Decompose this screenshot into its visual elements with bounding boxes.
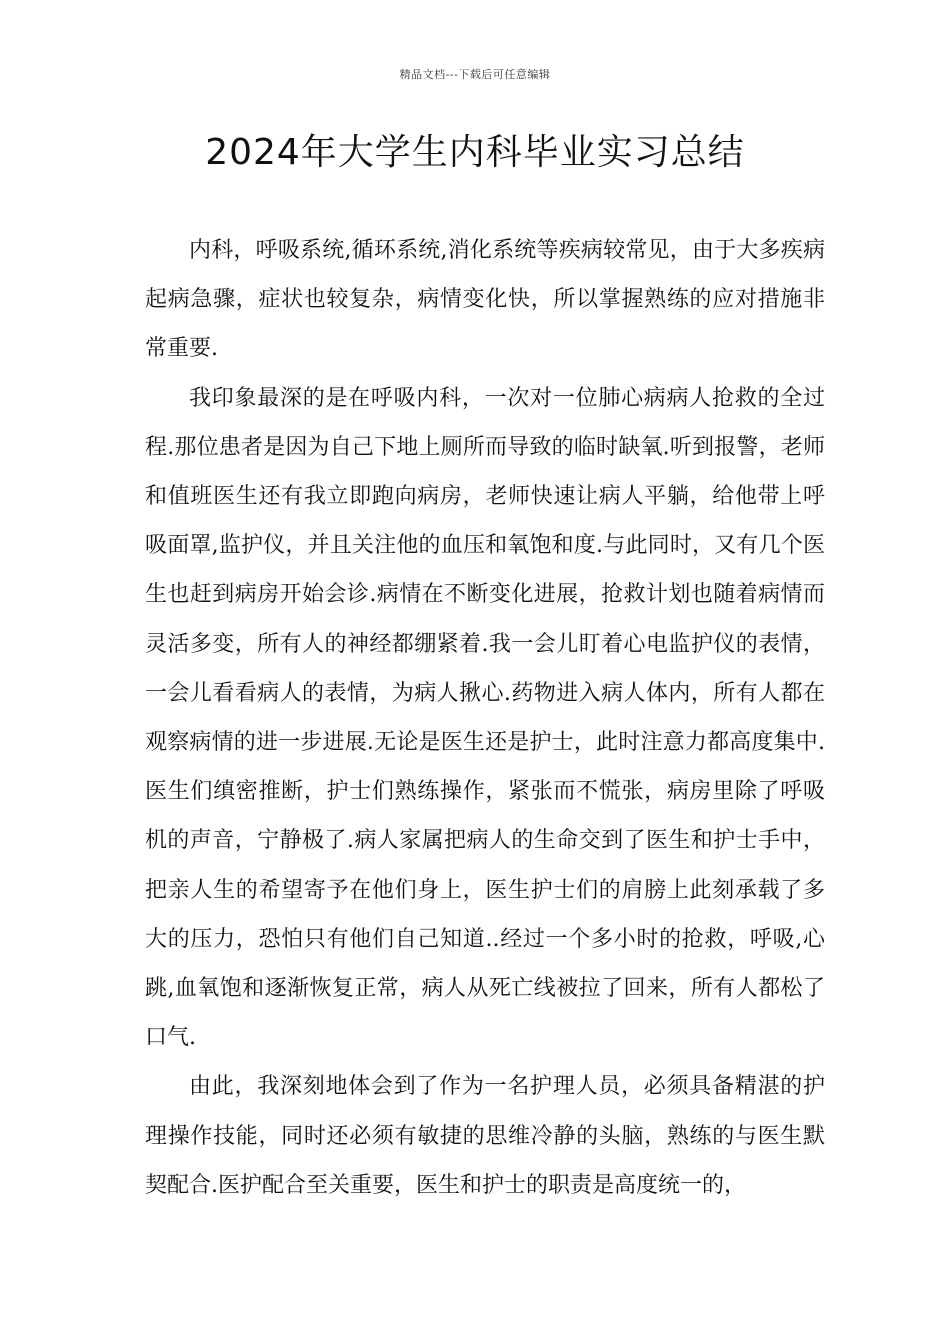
document-body (145, 226, 825, 1210)
paragraph: 由此，我深刻地体会到了作为一名护理人员，必须具备精湛的护理操作技能，同时还必须有敏捷的思维冷静的头脑，熟练的与医生默契配合.医护配合至关重要，医生和护士的职责是高度统一的， (145, 1074, 825, 1198)
paragraph: 我印象最深的是在呼吸内科，一次对一位肺心病病人抢救的全过程.那位患者是因为自己下地上厕所而导致的临时缺氧.听到报警，老师和值班医生还有我立即跑向病房，老师快速让病人平躺，给他带上呼吸面罩,监护仪，并且关注他的血压和氧饱和度.与此同时，又有几个医生也赶到病房开始会诊.病情在不断变化进展，抢救计划也随着病情而灵活多变，所有人的神经都绷紧着.我一会儿盯着心电监护仪的表情，一会儿看看病人的表情，为病人揪心.药物进入病人体内，所有人都在观察病情的进一步进展.无论是医生还是护士，此时注意力都高度集中.医生们缜密推断，护士们熟练操作，紧张而不慌张，病房里除了呼吸机的声音，宁静极了.病人家属把病人的生命交到了医生和护士手中，把亲人生的希望寄予在他们身上，医生护士们的肩膀上此刻承载了多大的压力，恐怕只有他们自己知道..经过一个多小时的抢救，呼吸,心跳,血氧饱和逐渐恢复正常，病人从死亡线被拉了回来，所有人都松了口气. (145, 385, 825, 1051)
header-note: 精品文档---下载后可任意编辑 (399, 68, 551, 81)
paragraph: 内科，呼吸系统,循环系统,消化系统等疾病较常见，由于大多疾病起病急骤，症状也较复杂，病情变化快，所以掌握熟练的应对措施非常重要. (145, 238, 825, 362)
document-title: 2024年大学生内科毕业实习总结 (205, 132, 745, 173)
